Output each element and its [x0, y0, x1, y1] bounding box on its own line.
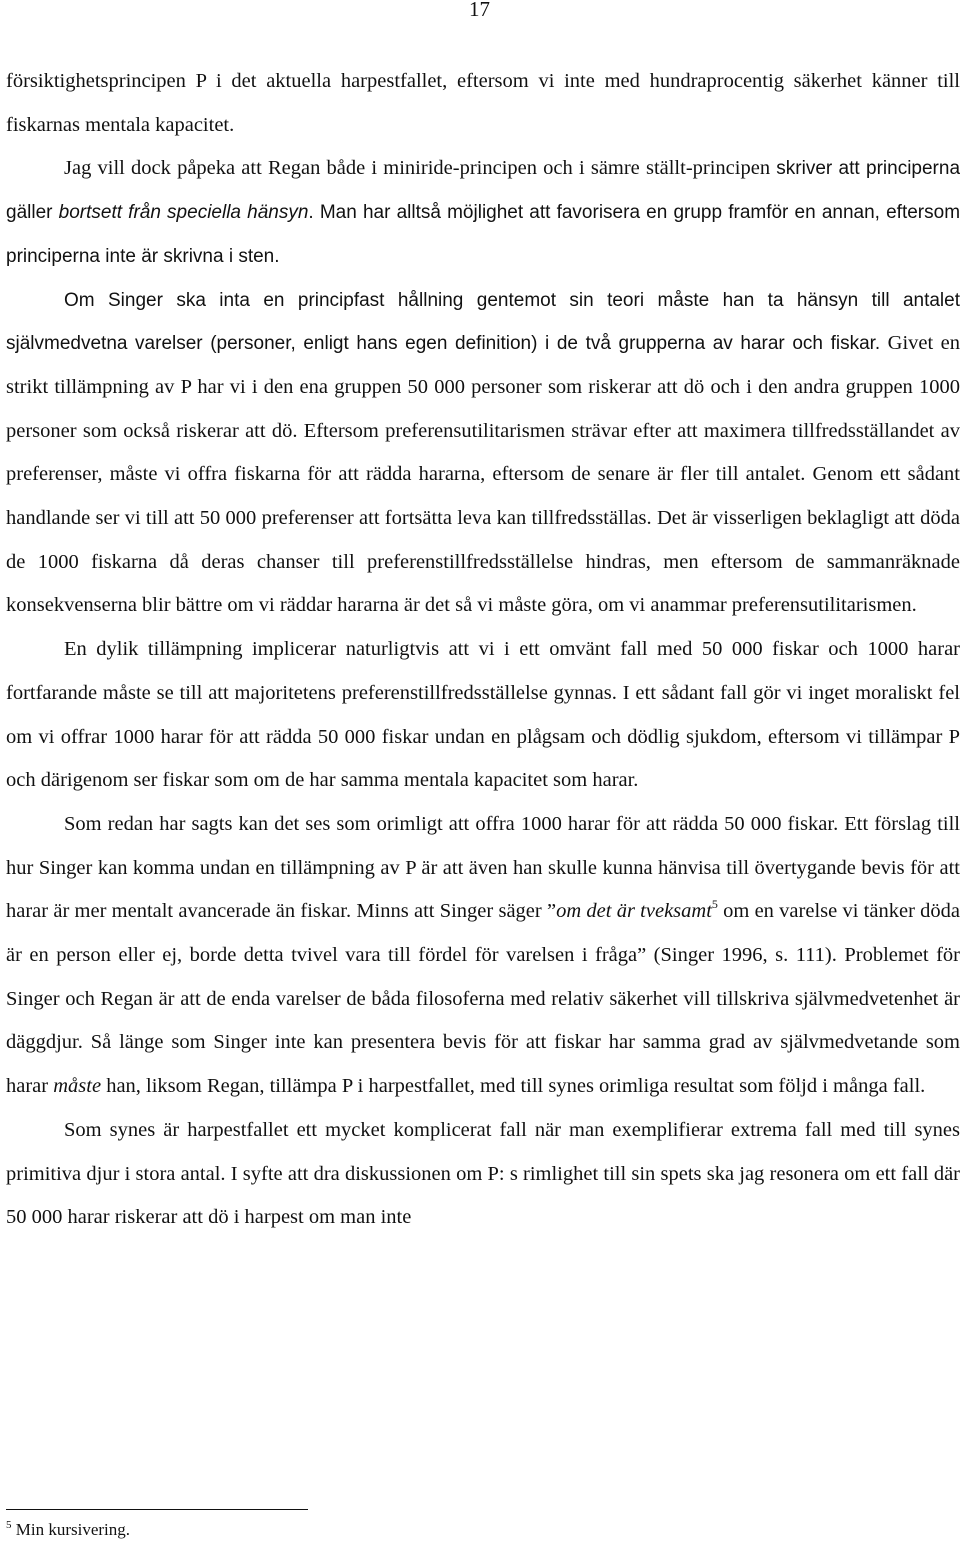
- text-run: Jag vill dock påpeka att Regan både i miniride-principen och i sämre ställt-principen: [64, 157, 777, 180]
- text-run: Om Singer ska inta en principfast hållning gentemot sin teori måste han ta hänsyn till antalet självmedvetna varelser (personer, enligt hans egen definition) i de två grupperna av harar och fiskar.: [6, 289, 960, 355]
- text-run: En dylik tillämpning implicerar naturligtvis att vi i ett omvänt fall med 50 000 fiskar och 1000 harar fortfarande måste se till att majoritetens preferenstillfredsställelse gynnas. I ett sådant fall gör vi inget moraliskt fel om vi offrar 1000 harar för att rädda 50 000 fiskar undan en plågsam och dödlig sjukdom, eftersom vi tillämpar P och därigenom ser fiskar som om de har samma mentala kapacitet som harar.: [6, 638, 960, 792]
- footnote-separator: [6, 1509, 308, 1510]
- text-run: om det är tveksamt: [556, 900, 712, 923]
- text-run: han, liksom Regan, tillämpa P i harpestfallet, med till synes orimliga resultat som följd i många fall.: [101, 1075, 926, 1098]
- text-run: Som synes är harpestfallet ett mycket komplicerat fall när man exemplifierar extrema fall med till synes primitiva djur i stora antal. I syfte att dra diskussionen om P: s rimlighet till sin spets ska jag resonera om ett fall där 50 000 harar riskerar att dö i harpest om man inte: [6, 1118, 960, 1229]
- text-run: Givet en strikt tillämpning av P har vi i den ena gruppen 50 000 personer som riskerar att dö och i den andra gruppen 1000 personer som också riskerar att dö. Eftersom preferensutilitarismen strävar efter att maximera tillfredsställandet av preferenser, måste vi offra fiskarna för att rädda hararna, eftersom de senare är fler till antalet. Genom ett sådant handlande ser vi till att 50 000 preferenser att fortsätta leva kan tillfredsställas. Det är visserligen beklagligt att döda de 1000 fiskarna då deras chanser till preferenstillfredsställelse hindras, men eftersom de sammanräknade konsekvenserna blir bättre om vi räddar hararna är det så vi måste göra, om vi anammar preferensutilitarismen.: [6, 332, 960, 617]
- text-run: försiktighetsprincipen P i det aktuella harpestfallet, eftersom vi inte med hundraprocentig säkerhet känner till fiskarnas mentala kapacitet.: [6, 70, 960, 136]
- paragraph-p1: [6, 60, 960, 147]
- body-text: [6, 60, 960, 1240]
- footnote-number: 5: [6, 1519, 12, 1531]
- paragraph-p2: [6, 147, 960, 278]
- footnote-reference: 5: [711, 897, 718, 912]
- text-run: skriver att principerna gäller: [6, 158, 960, 224]
- page-number: 17: [469, 0, 490, 21]
- paragraph-p5: [6, 803, 960, 1109]
- footnote: [6, 1518, 130, 1542]
- text-run: måste: [53, 1075, 102, 1098]
- paragraph-p4: [6, 628, 960, 803]
- text-run: om en varelse vi tänker döda är en person eller ej, borde detta tvivel vara till fördel för varelsen i fråga” (Singer 1996, s. 111). Problemet för Singer och Regan är att de enda varelser de båda filosoferna med relativ säkerhet vill tillskriva självmedvetenhet är däggdjur. Så länge som Singer inte kan presentera bevis för att fiskar har samma grad av självmedvetande som harar: [6, 900, 960, 1098]
- paragraph-p3: [6, 279, 960, 629]
- footnote-text: Min kursivering.: [11, 1520, 131, 1539]
- text-run: bortsett från speciella hänsyn: [58, 202, 309, 224]
- text-run: Som redan har sagts kan det ses som orimligt att offra 1000 harar för att rädda 50 000 fiskar. Ett förslag till hur Singer kan komma undan en tillämpning av P är att även han skulle kunna hänvisa till övertygande bevis för att harar är mer mentalt avancerade än fiskar. Minns att Singer säger ”: [6, 812, 960, 923]
- paragraph-p6: [6, 1109, 960, 1240]
- text-run: . Man har alltså möjlighet att favorisera en grupp framför en annan, eftersom principerna inte är skrivna i sten.: [6, 202, 960, 267]
